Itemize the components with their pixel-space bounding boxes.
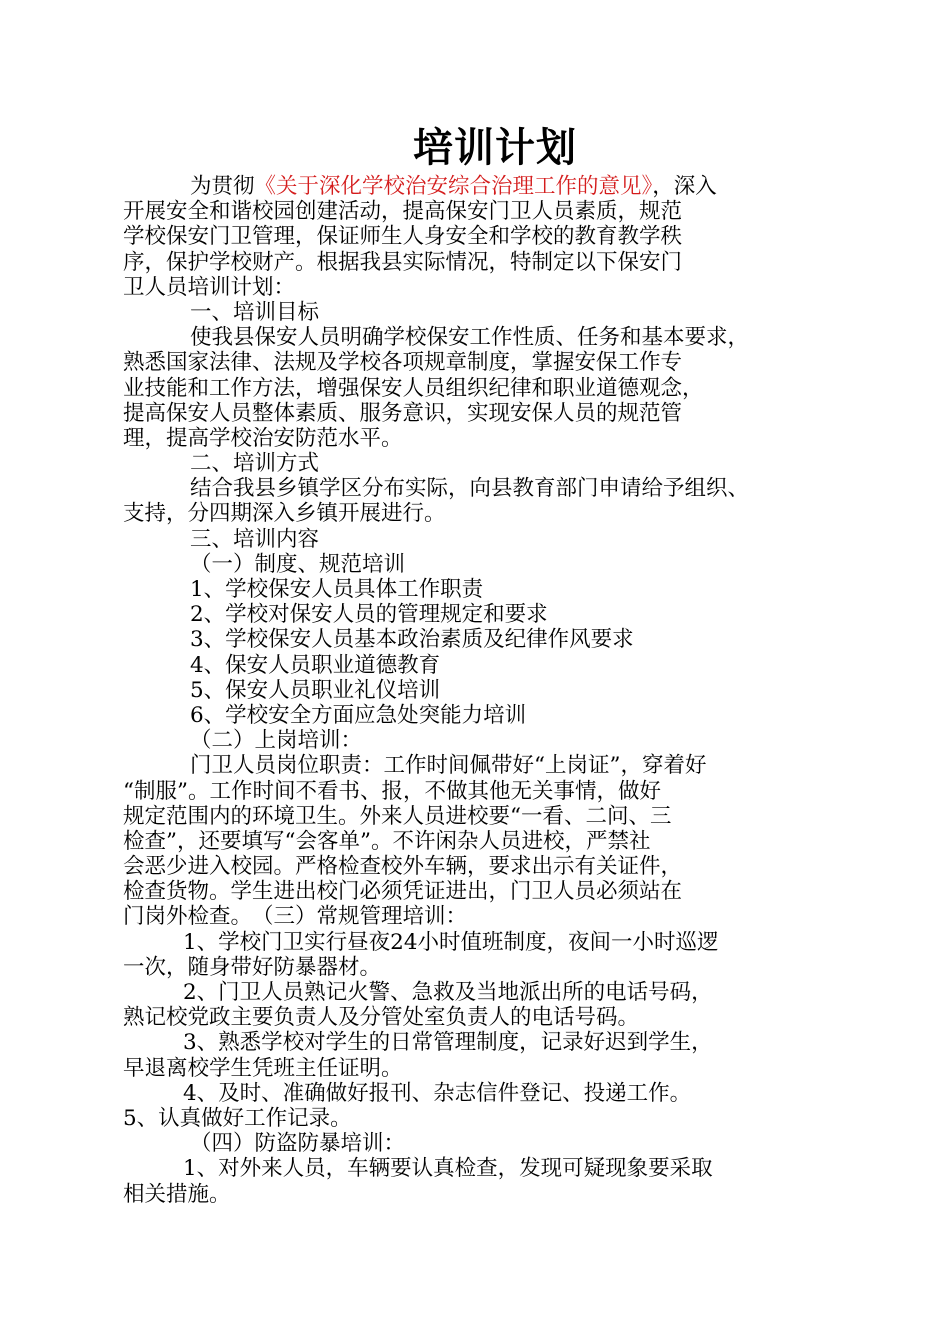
list-item: 4、保安人员职业道德教育 [190, 652, 441, 678]
paragraph-line: 会恶少进入校园。严格检查校外车辆，要求出示有关证件， [123, 854, 683, 880]
list-item: 2、学校对保安人员的管理规定和要求 [190, 602, 548, 628]
list-item: 5、认真做好工作记录。 [123, 1105, 352, 1131]
intro-line: 序，保护学校财产。根据我县实际情况，特制定以下保安门 [123, 249, 683, 275]
list-item: 1、学校门卫实行昼夜24小时值班制度，夜间一小时巡逻 [183, 929, 719, 955]
paragraph-line: 相关措施。 [123, 1181, 231, 1207]
paragraph-line: 门卫人员岗位职责：工作时间佩带好“上岗证”，穿着好 [190, 753, 707, 779]
intro-line: 卫人员培训计划： [123, 274, 296, 300]
list-item: 2、门卫人员熟记火警、急救及当地派出所的电话号码， [183, 980, 713, 1005]
section-heading: 二、培训方式 [190, 451, 320, 477]
list-item: 3、熟悉学校对学生的日常管理制度，记录好迟到学生， [183, 1030, 713, 1056]
paragraph-line: 结合我县乡镇学区分布实际，向县教育部门申请给予组织、 [190, 476, 750, 502]
paragraph-line: 业技能和工作方法，增强保安人员组织纪律和职业道德观念， [123, 375, 704, 401]
list-item: 1、学校保安人员具体工作职责 [190, 577, 484, 602]
list-item: 熟记校党政主要负责人及分管处室负责人的电话号码。 [123, 1005, 640, 1031]
list-item: 3、学校保安人员基本政治素质及纪律作风要求 [190, 627, 634, 653]
list-item: 早退离校学生凭班主任证明。 [123, 1055, 403, 1081]
paragraph-line: 检查”，还要填写“会客单”。不许闲杂人员进校，严禁社 [123, 828, 651, 854]
paragraph-line: 理，提高学校治安防范水平。 [123, 425, 403, 451]
intro-lead: 为贯彻 [190, 174, 255, 199]
paragraph-line: 使我县保安人员明确学校保安工作性质、任务和基本要求， [190, 325, 750, 351]
intro-line: 学校保安门卫管理，保证师生人身安全和学校的教育教学秩 [123, 224, 683, 250]
policy-title-link: 《关于深化学校治安综合治理工作的意见》 [254, 174, 653, 199]
list-item: 一次，随身带好防暴器材。 [123, 954, 382, 980]
paragraph-line: 规定范围内的环境卫生。外来人员进校要“一看、二问、三 [123, 803, 672, 829]
paragraph-line: 检查货物。学生进出校门必须凭证进出，门卫人员必须站在 [123, 879, 683, 905]
paragraph-line: 支持，分四期深入乡镇开展进行。 [123, 501, 446, 527]
subsection-heading: （二）上岗培训： [190, 728, 363, 754]
section-heading: 三、培训内容 [190, 526, 320, 552]
list-item: 4、及时、准确做好报刊、杂志信件登记、投递工作。 [183, 1080, 692, 1106]
intro-line: 开展安全和谐校园创建活动，提高保安门卫人员素质，规范 [123, 199, 683, 225]
paragraph-line: 提高保安人员整体素质、服务意识，实现安保人员的规范管 [123, 400, 683, 426]
paragraph-line: 门岗外检查。 （三）常规管理培训： [123, 904, 468, 930]
document-body [123, 174, 823, 1207]
section-heading: 一、培训目标 [190, 299, 320, 325]
subsection-heading: （四）防盗防暴培训： [190, 1131, 406, 1157]
intro-tail: ，深入 [652, 174, 717, 199]
paragraph-line: “制服”。工作时间不看书、报，不做其他无关事情，做好 [123, 778, 661, 804]
subsection-heading: （一）制度、规范培训 [190, 551, 406, 577]
intro-line [123, 174, 823, 199]
list-item: 6、学校安全方面应急处突能力培训 [190, 702, 527, 728]
paragraph-line: 1、对外来人员，车辆要认真检查，发现可疑现象要采取 [183, 1156, 713, 1182]
paragraph-line: 熟悉国家法律、法规及学校各项规章制度，掌握安保工作专 [123, 350, 683, 376]
list-item: 5、保安人员职业礼仪培训 [190, 677, 441, 703]
document-title: 培训计划 [413, 124, 577, 171]
